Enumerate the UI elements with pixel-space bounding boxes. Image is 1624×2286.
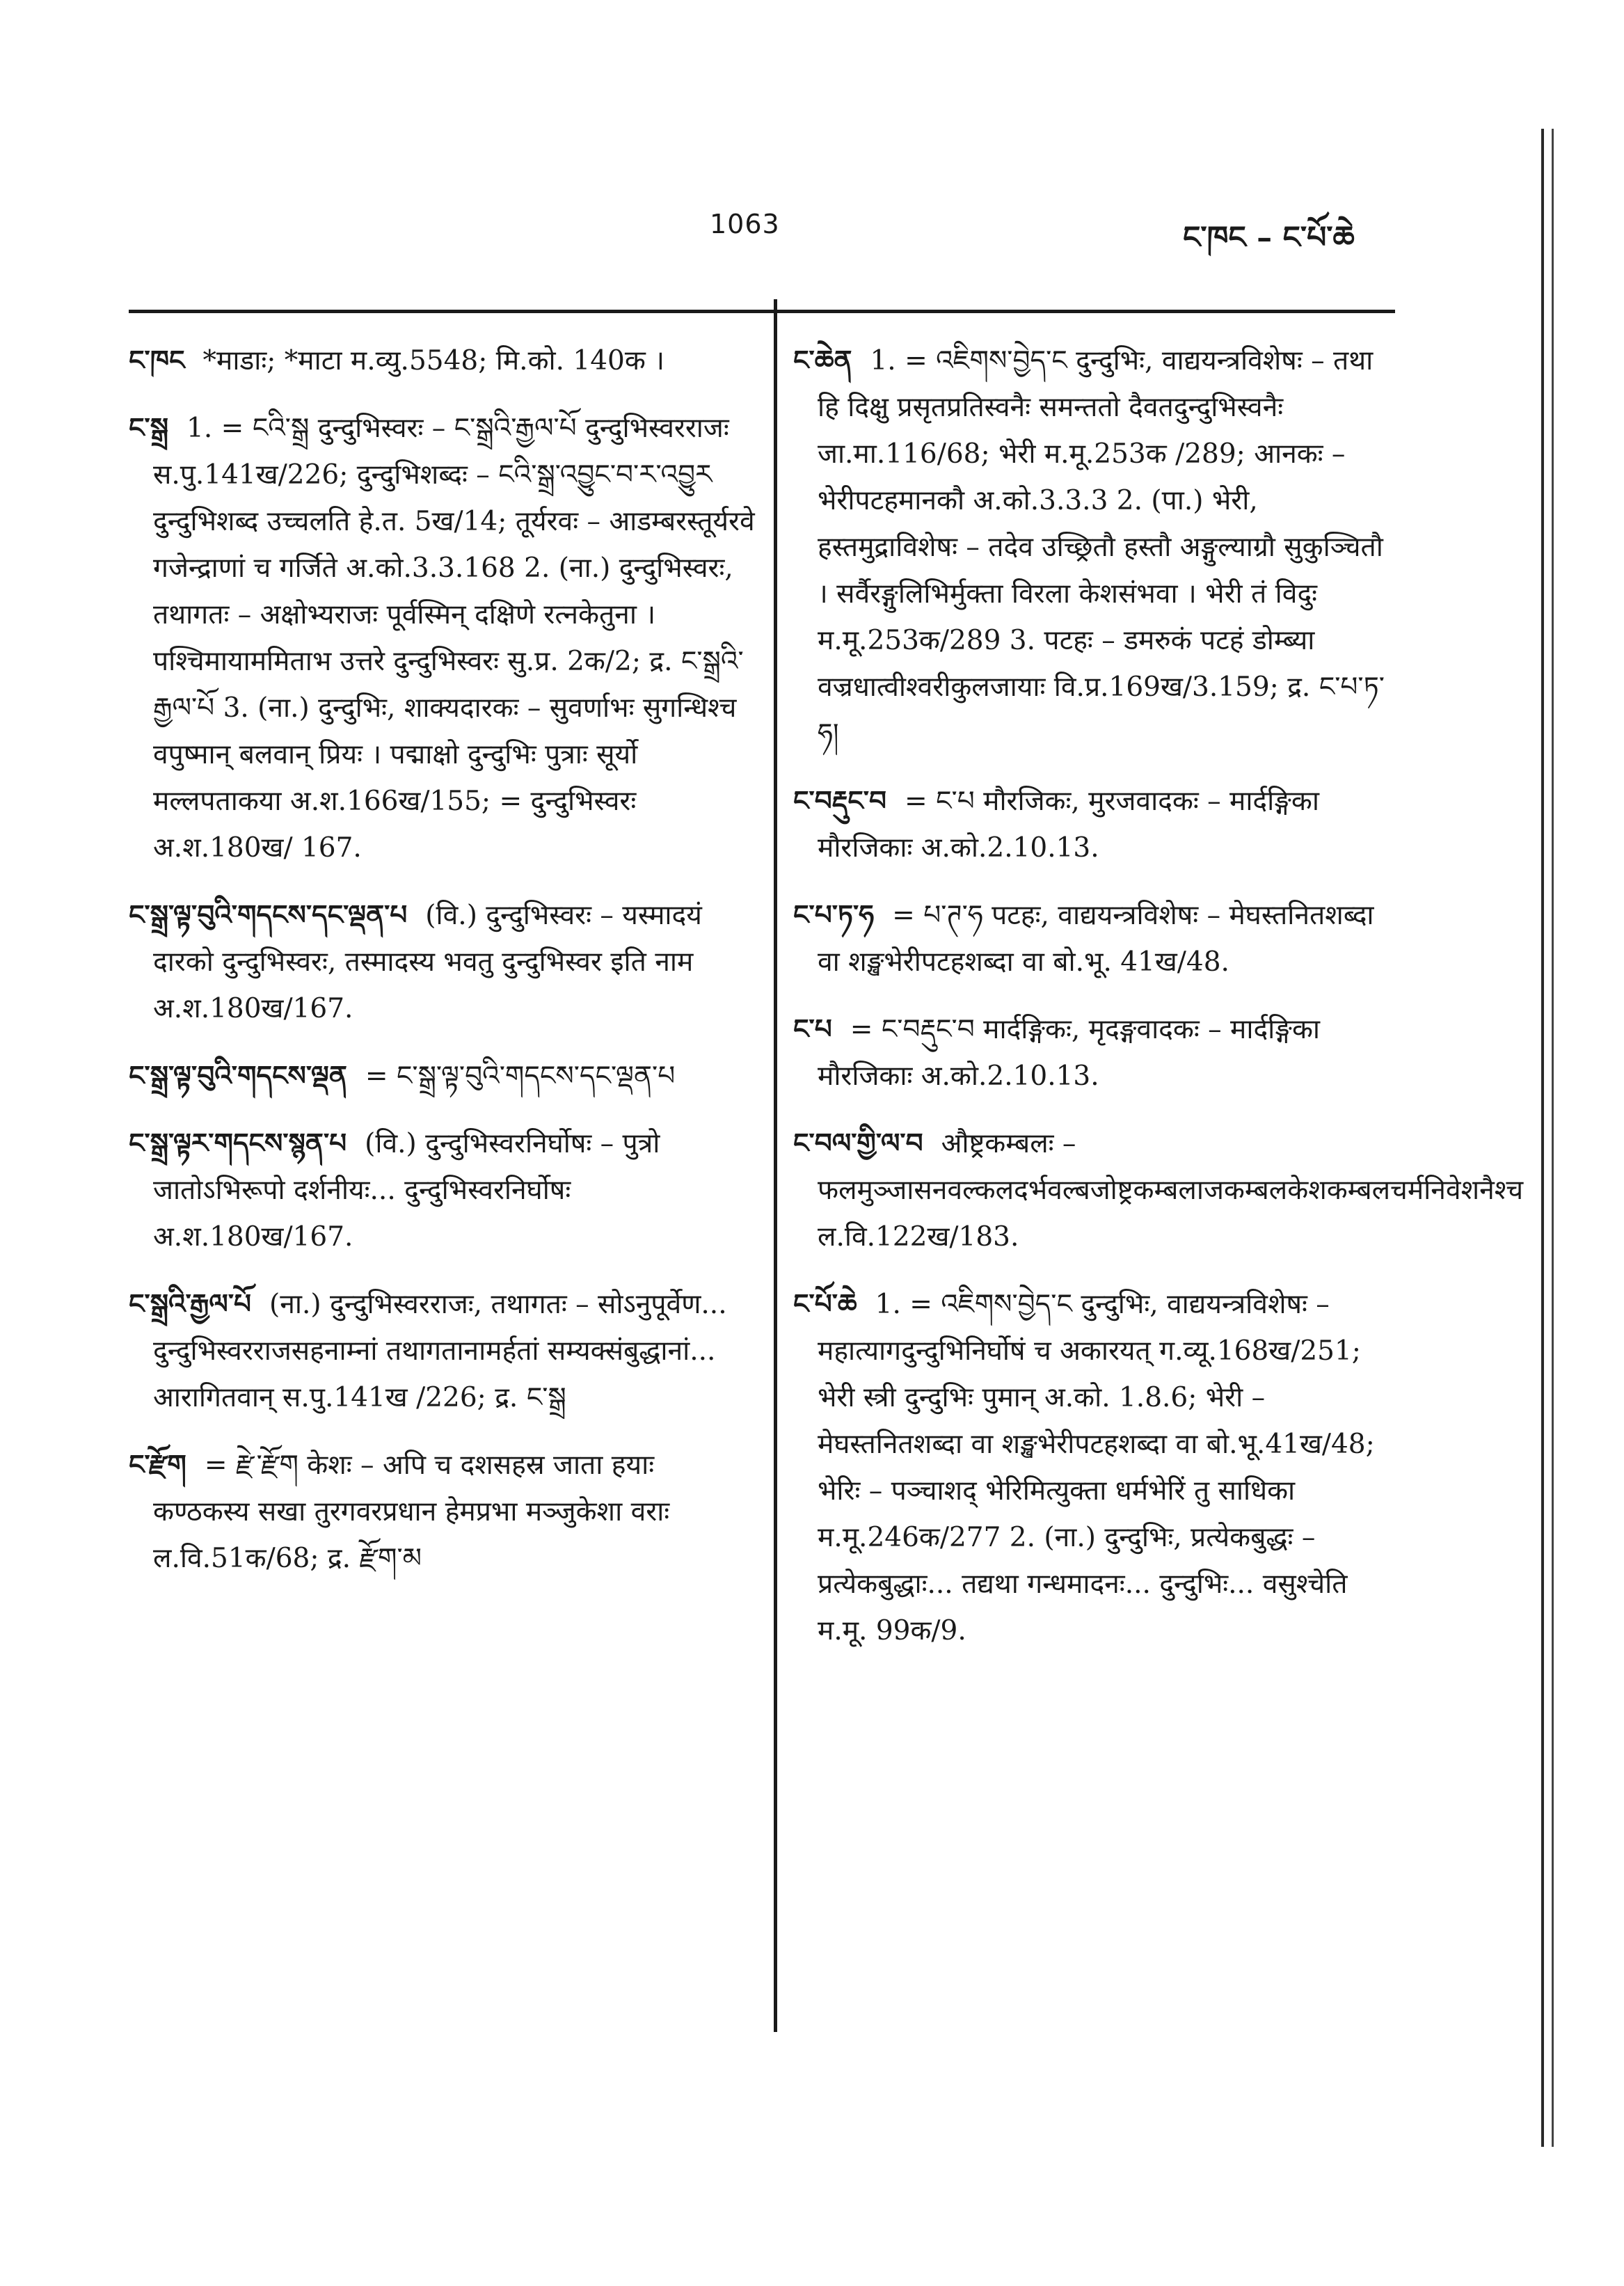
entry-headword: ང་རྫོག <box>129 1449 186 1481</box>
entry-body: (वि.) दुन्दुभिस्वरनिर्घोषः – पुत्रो जातोऽभिरूपो दर्शनीयः... दुन्दुभिस्वरनिर्घोषः अ.श.180ख/167. <box>153 1128 660 1253</box>
dictionary-entry <box>129 1281 758 1421</box>
entry-body: *माडाः; *माटा म.व्यु.5548; मि.को. 140क । <box>202 345 664 376</box>
dictionary-entry <box>793 1281 1392 1654</box>
entry-body: = ང་པ मौरजिकः, मुरजवादकः – मार्दङ्गिका मौरजिकाः अ.को.2.10.13. <box>818 786 1319 864</box>
entry-body: औष्ट्रकम्बलः – फलमुञ्जासनवल्कलदर्भवल्बजोष्ट्रकम्बलाजकम्बलकेशकम्बलचर्मनिवेशनैश्च ल.वि.122ख/183. <box>818 1128 1524 1253</box>
margin-line <box>1552 129 1554 2147</box>
entry-headword: ང་སྒྲ <box>129 412 169 444</box>
entry-headword: ང་བརྡུང་བ <box>793 785 886 817</box>
running-head: ང་ཁང – ང་པོ་ཆེ <box>1183 220 1355 255</box>
entry-body: 1. = འཇིགས་བྱེད་ང दुन्दुभिः, वाद्ययन्त्रविशेषः – महात्यागदुन्दुभिनिर्घोषं च अकारयत् ग.व्यू.168ख/251; भेरी स्त्री दुन्दुभिः पुमान् अ.को. 1.8.6; भेरी – मेघस्तनितशब्दा वा शङ्खभेरीपटहशब्दा वा बो.भू.41ख/48; भेरिः – पञ्चाशद् भेरिमित्युक्ता धर्मभेरिं तु साधिका म.मू.246क/277 2. (ना.) दुन्दुभिः, प्रत्येकबुद्धः – प्रत्येकबुद्धाः... तद्यथा गन्धमादनः... दुन्दुभिः... वसुश्चेति म.मू. 99क/9. <box>818 1289 1375 1646</box>
entry-headword: ང་བལ་གྱི་ལ་བ <box>793 1127 923 1159</box>
dictionary-entry <box>793 778 1392 871</box>
entry-body: (वि.) दुन्दुभिस्वरः – यस्मादयं दारको दुन्दुभिस्वरः, तस्मादस्य भवतु दुन्दुभिस्वर इति नाम अ.श.180ख/167. <box>153 900 702 1024</box>
column-divider <box>774 299 777 2032</box>
dictionary-entry <box>129 1120 758 1260</box>
entry-headword: ང་སྒྲའི་རྒྱལ་པོ <box>129 1288 252 1320</box>
header-rule <box>129 310 1395 313</box>
entry-body: 1. = ངའི་སྒྲ दुन्दुभिस्वरः – ང་སྒྲའི་རྒྱལ་པོ दुन्दुभिस्वरराजः स.पु.141ख/226; दुन्दुभिशब्दः – ངའི་སྒྲ་འབྱུང་བ་ར་འབྱུར दुन्दुभिशब्द उच्चलति हे.त. 5ख/14; तूर्यरवः – आडम्बरस्तूर्यरवे गजेन्द्राणां च गर्जिते अ.को.3.3.168 2. (ना.) दुन्दुभिस्वरः, तथागतः – अक्षोभ्यराजः पूर्वस्मिन् दक्षिणे रत्नकेतुना । पश्चिमायाममिताभ उत्तरे दुन्दुभिस्वरः सु.प्र. 2क/2; द्र. ང་སྒྲའི་རྒྱལ་པོ 3. (ना.) दुन्दुभिः, शाक्यदारकः – सुवर्णाभः सुगन्धिश्च वपुष्मान् बलवान् प्रियः । पद्माक्षो दुन्दुभिः पुत्राः सूर्यो मल्लपताकया अ.श.166ख/155; = दुन्दुभिस्वरः अ.श.180ख/ 167. <box>153 413 755 864</box>
dictionary-entry <box>129 405 758 871</box>
dictionary-entry <box>129 1442 758 1582</box>
entry-headword: ང་པོ་ཆེ <box>793 1288 857 1320</box>
right-column <box>793 338 1524 1675</box>
dictionary-entry <box>793 1006 1392 1100</box>
margin-line <box>1541 129 1544 2147</box>
entry-headword: ང་སྒྲ་ལྟ་བུའི་གདངས་དང་ལྡན་པ <box>129 899 408 931</box>
entry-body: = ང་བརྡུང་བ मार्दङ्गिकः, मृदङ्गवादकः – मार्दङ्गिका मौरजिकाः अ.को.2.10.13. <box>818 1014 1320 1092</box>
dictionary-entry <box>129 338 758 384</box>
entry-body: = རྫེ་རྫོག केशः – अपि च दशसहस्र जाता हयाः कण्ठकस्य सखा तुरगवरप्रधान हेमप्रभा मञ्जुकेशा वराः ल.वि.51क/68; द्र. རྫོག་མ <box>153 1450 670 1574</box>
entry-body: 1. = འཇིགས་བྱེད་ང दुन्दुभिः, वाद्ययन्त्रविशेषः – तथा हि दिक्षु प्रसृतप्रतिस्वनैः समन्ततो दैवतदुन्दुभिस्वनैः जा.मा.116/68; भेरी म.मू.253क /289; आनकः – भेरीपटहमानकौ अ.को.3.3.3 2. (पा.) भेरी, हस्तमुद्राविशेषः – तदेव उच्छ्रितौ हस्तौ अङ्गुल्याग्रौ सुकुञ्चितौ । सर्वैरङ्गुलिभिर्मुक्ता विरला केशसंभवा । भेरी तं विदुः म.मू.253क/289 3. पटहः – डमरुकं पटहं डोम्ब्या वज्रधात्वीश्वरीकुलजायाः वि.प्र.169ख/3.159; द्र. ང་པ་ཏ་ཧ། <box>818 345 1385 749</box>
entry-headword: ང་ཆེན <box>793 344 852 376</box>
entry-headword: ང་སྒྲ་ལྟར་གདངས་སྙན་པ <box>129 1127 347 1159</box>
dictionary-entry <box>793 1120 1524 1260</box>
entry-body: (ना.) दुन्दुभिस्वरराजः, तथागतः – सोऽनुपूर्वेण... दुन्दुभिस्वरराजसहनाम्नां तथागतानामर्हतां सम्यक्संबुद्धानां... आरागितवान् स.पु.141ख /226; द्र. ང་སྒྲ <box>153 1289 727 1413</box>
entry-headword: ང་སྒྲ་ལྟ་བུའི་གདངས་ལྡན <box>129 1060 347 1092</box>
entry-headword: ང་པ <box>793 1013 832 1045</box>
dictionary-entry <box>793 892 1392 985</box>
left-column <box>129 338 758 1603</box>
dictionary-entry <box>793 338 1392 757</box>
dictionary-entry <box>129 1053 758 1100</box>
entry-body: = ང་སྒྲ་ལྟ་བུའི་གདངས་དང་ལྡན་པ <box>365 1061 676 1092</box>
page-number: 1063 <box>710 209 780 239</box>
entry-headword: ང་པ་ཏ་ཧ <box>793 899 875 931</box>
dictionary-entry <box>129 892 758 1032</box>
entry-headword: ང་ཁང <box>129 344 185 376</box>
entry-body: = པ་ཊ་ཧ पटहः, वाद्ययन्त्रविशेषः – मेघस्तनितशब्दा वा शङ्खभेरीपटहशब्दा वा बो.भू. 41ख/48. <box>818 900 1374 978</box>
